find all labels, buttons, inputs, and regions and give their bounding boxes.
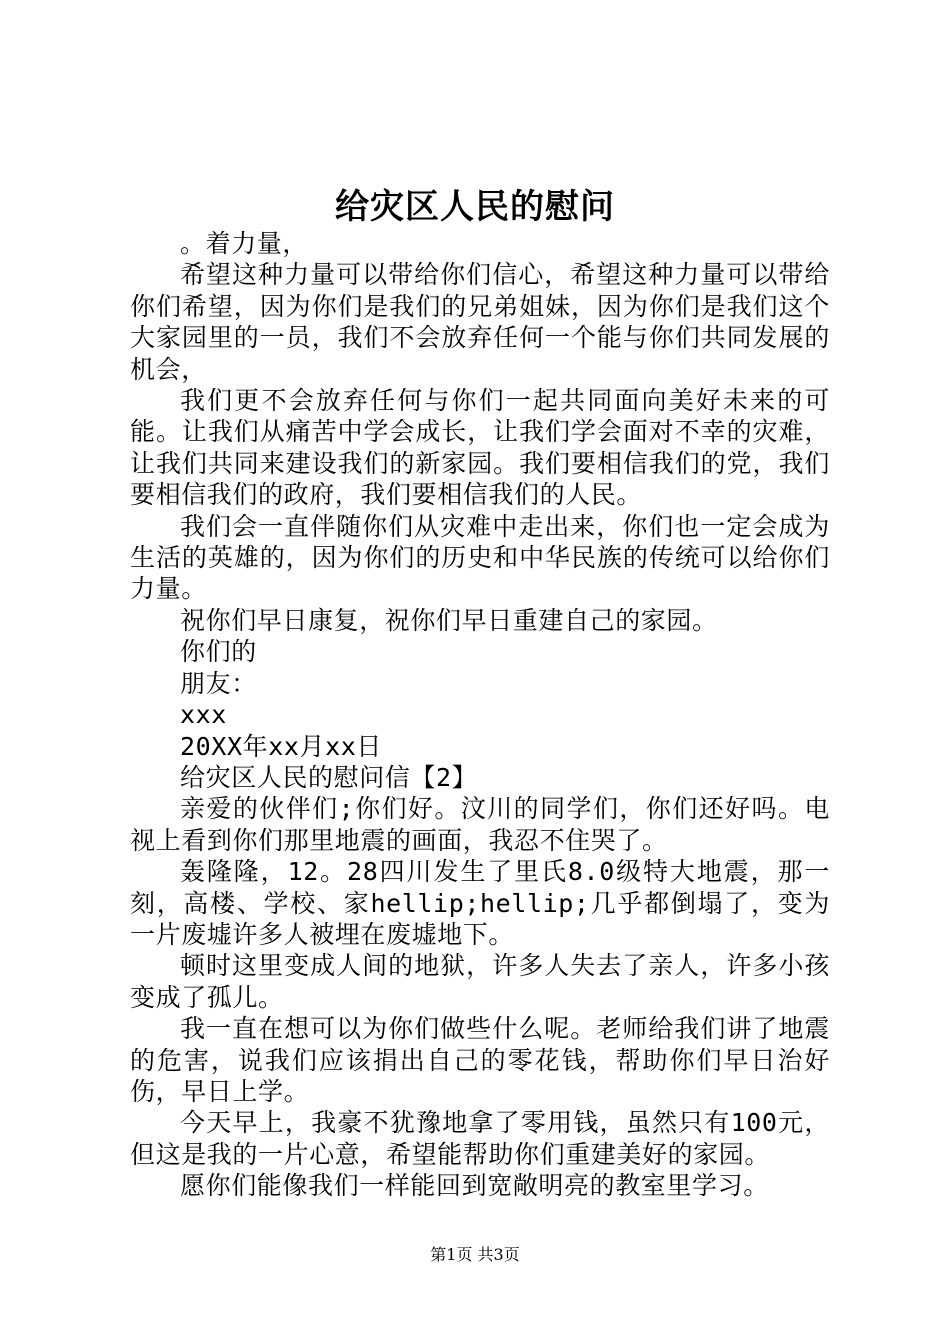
paragraph: 我一直在想可以为你们做些什么呢。老师给我们讲了地震的危害，说我们应该捐出自己的零花钱，帮助你们早日治好伤，早日上学。 xyxy=(130,1014,830,1106)
paragraph: 我们更不会放弃任何与你们一起共同面向美好未来的可能。让我们从痛苦中学会成长，让我们学会面对不幸的灾难，让我们共同来建设我们的新家园。我们要相信我们的党，我们要相信我们的政府，我们要相信我们的人民。 xyxy=(130,386,830,510)
paragraph: 今天早上，我豪不犹豫地拿了零用钱，虽然只有100元，但这是我的一片心意，希望能帮助你们重建美好的家园。 xyxy=(130,1108,830,1169)
paragraph: 祝你们早日康复，祝你们早日重建自己的家园。 xyxy=(180,605,718,635)
paragraph: 顿时这里变成人间的地狱，许多人失去了亲人，许多小孩变成了孤儿。 xyxy=(130,951,830,1012)
paragraph: 希望这种力量可以带给你们信心，希望这种力量可以带给你们希望，因为你们是我们的兄弟姐妹，因为你们是我们这个大家园里的一员，我们不会放弃任何一个能与你们共同发展的机会， xyxy=(130,260,830,384)
paragraph: 亲爱的伙伴们;你们好。汶川的同学们，你们还好吗。电视上看到你们那里地震的画面，我忍不住哭了。 xyxy=(130,794,830,855)
paragraph: 愿你们能像我们一样能回到宽敞明亮的教室里学习。 xyxy=(180,1171,769,1201)
signature-date: 20XX年xx月xx日 xyxy=(180,731,383,761)
signature-line: 朋友： xyxy=(180,668,257,698)
signature-name: xxx xyxy=(180,700,227,730)
document-body xyxy=(130,228,830,1202)
page-title: 给灾区人民的慰问 xyxy=(335,187,615,227)
paragraph: 。着力量， xyxy=(180,229,309,258)
page-footer: 第1页 共3页 xyxy=(430,1245,520,1264)
section-heading: 给灾区人民的慰问信【2】 xyxy=(180,762,478,792)
paragraph: 我们会一直伴随你们从灾难中走出来，你们也一定会成为生活的英雄的，因为你们的历史和中华民族的传统可以给你们力量。 xyxy=(130,511,830,604)
signature-line: 你们的 xyxy=(180,637,257,667)
paragraph: 轰隆隆，12。28四川发生了里氏8.0级特大地震，那一刻，高楼、学校、家hellip;hellip;几乎都倒塌了，变为一片废墟许多人被埋在废墟地下。 xyxy=(130,857,830,949)
